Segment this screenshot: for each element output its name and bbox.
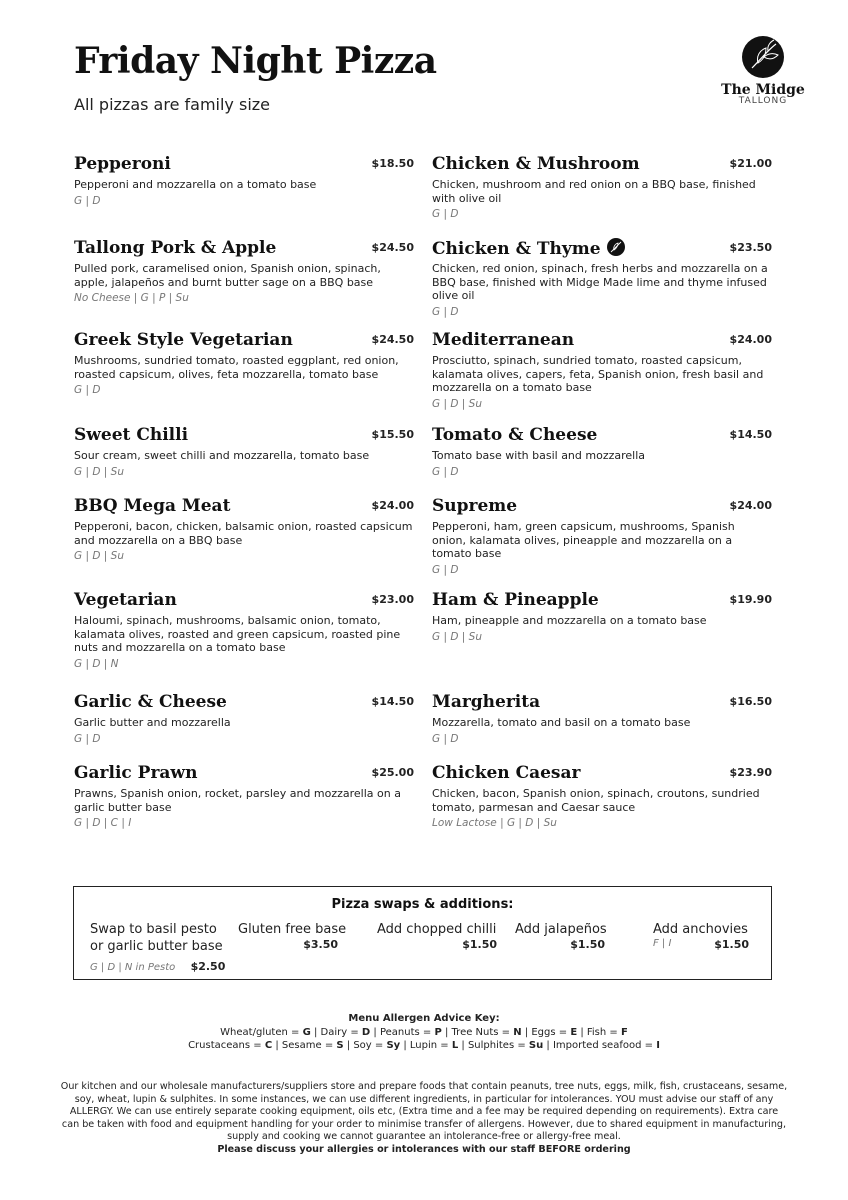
item-allergens: No Cheese | G | P | Su	[74, 292, 189, 304]
item-description: Pepperoni, bacon, chicken, balsamic onion, roasted capsicum and mozzarella on a BBQ base	[74, 520, 413, 547]
allergen-code: I	[656, 1040, 660, 1051]
item-description: Pepperoni, ham, green capsicum, mushrooms, Spanish onion, kalamata olives, pineapple and mozzarella on a tomato base	[432, 520, 735, 560]
disclaimer-emphasis: Please discuss your allergies or intolerances with our staff BEFORE ordering	[217, 1143, 631, 1155]
item-allergens: G | D	[74, 194, 101, 207]
item-description: Ham, pineapple and mozzarella on a tomato base	[432, 614, 707, 627]
menu-item	[432, 238, 772, 318]
item-description: Pepperoni and mozzarella on a tomato base	[74, 178, 317, 191]
menu-item	[432, 154, 772, 220]
menu-item	[432, 330, 772, 410]
swap-label: Add jalapeños	[515, 922, 607, 937]
swap-price: $2.50	[190, 960, 226, 973]
allergen-code: D	[361, 1026, 371, 1038]
item-price: $23.00	[371, 593, 414, 606]
item-allergens: G | D	[432, 208, 459, 220]
swap-item	[515, 921, 610, 951]
menu-item	[432, 425, 772, 478]
item-name: Ham & Pineapple	[432, 590, 599, 610]
allergen-code: Su	[528, 1040, 544, 1051]
item-price: $23.50	[729, 241, 772, 254]
item-allergens: G | D | Su	[432, 630, 482, 643]
item-price: $24.00	[729, 333, 772, 346]
item-price: $19.90	[729, 593, 772, 606]
item-name: BBQ Mega Meat	[74, 496, 231, 516]
item-allergens: G | D	[74, 384, 101, 396]
item-description: Mushrooms, sundried tomato, roasted eggplant, red onion, roasted capsicum, olives, feta mozzarella, tomato base	[74, 354, 399, 381]
item-name: Vegetarian	[74, 590, 177, 610]
swap-label: Gluten free base	[238, 922, 347, 937]
item-allergens: G | D | Su	[432, 397, 482, 410]
swap-price: $1.50	[462, 938, 497, 951]
swap-label: or garlic butter base	[90, 939, 223, 954]
menu-item	[432, 692, 772, 745]
allergen-code: G	[302, 1026, 311, 1038]
item-description: Mozzarella, tomato and basil on a tomato base	[432, 716, 691, 729]
allergen-code: F	[620, 1026, 628, 1038]
allergen-label: | Dairy =	[310, 1026, 362, 1038]
menu-item	[432, 590, 772, 643]
swap-price: $3.50	[303, 938, 338, 951]
item-name: Tomato & Cheese	[432, 425, 598, 445]
menu-item	[74, 496, 414, 562]
allergen-label: Crustaceans =	[188, 1040, 265, 1051]
swap-item	[90, 921, 240, 974]
menu-item	[74, 154, 414, 207]
item-price: $15.50	[371, 428, 414, 441]
swaps-title: Pizza swaps & additions:	[331, 897, 514, 912]
item-description: Chicken, mushroom and red onion on a BBQ base, finished with olive oil	[432, 178, 756, 205]
item-name: Sweet Chilli	[74, 425, 189, 445]
item-allergens: G | D | C | I	[74, 817, 132, 829]
allergen-label: | Imported seafood =	[543, 1040, 657, 1051]
item-price: $18.50	[371, 157, 414, 170]
item-name: Garlic Prawn	[74, 763, 198, 783]
item-description: Chicken, bacon, Spanish onion, spinach, croutons, sundried tomato, parmesan and Caesar sauce	[432, 787, 760, 814]
item-name: Greek Style Vegetarian	[74, 330, 293, 350]
menu-item	[74, 763, 414, 829]
allergen-label: | Soy =	[343, 1040, 387, 1051]
swap-allergens: G | D | N in Pesto	[90, 962, 176, 973]
item-description: Chicken, red onion, spinach, fresh herbs and mozzarella on a BBQ base, finished with Midge Made lime and thyme infused olive oil	[432, 262, 768, 302]
swap-label: Swap to basil pesto	[90, 922, 217, 937]
swap-label: Add anchovies	[653, 922, 748, 937]
allergen-code: C	[264, 1040, 273, 1051]
allergen-code: P	[434, 1026, 442, 1038]
allergen-label: | Eggs =	[521, 1026, 571, 1038]
item-description: Tomato base with basil and mozzarella	[432, 449, 646, 462]
item-price: $25.00	[371, 766, 414, 779]
menu-item	[74, 330, 414, 396]
page-title: Friday Night Pizza	[74, 40, 437, 82]
allergen-code: E	[570, 1026, 578, 1038]
item-allergens: G | D | Su	[74, 550, 124, 562]
item-price: $23.90	[729, 766, 772, 779]
item-allergens: G | D	[74, 732, 101, 745]
allergen-code: Sy	[386, 1040, 401, 1051]
menu-item	[432, 763, 772, 829]
allergy-disclaimer	[60, 1081, 788, 1157]
item-price: $24.50	[371, 333, 414, 346]
item-name: Chicken Caesar	[432, 763, 581, 783]
allergen-label: | Fish =	[577, 1026, 621, 1038]
item-name: Margherita	[432, 692, 541, 712]
allergen-key-line	[0, 1026, 848, 1040]
allergen-label: | Tree Nuts =	[441, 1026, 514, 1038]
swap-price: $1.50	[570, 938, 605, 951]
menu-item	[74, 238, 414, 304]
swap-item	[238, 921, 348, 951]
allergen-key-line	[0, 1039, 848, 1053]
item-price: $24.00	[371, 499, 414, 512]
item-price: $14.50	[729, 428, 772, 441]
menu-item	[432, 496, 772, 576]
item-allergens: Low Lactose | G | D | Su	[432, 817, 557, 829]
swap-label: Add chopped chilli	[377, 922, 497, 937]
item-allergens: G | D	[432, 563, 459, 576]
item-allergens: G | D	[432, 732, 459, 745]
item-allergens: G | D | Su	[74, 465, 124, 478]
item-price: $14.50	[371, 695, 414, 708]
allergen-code: S	[336, 1040, 344, 1051]
swap-item	[653, 921, 753, 952]
item-description: Haloumi, spinach, mushrooms, balsamic onion, tomato, kalamata olives, roasted and green capsicum, roasted pine nuts and mozzarella on a tomato base	[74, 614, 401, 654]
brand-name: The Midge	[721, 82, 805, 98]
item-allergens: G | D	[432, 465, 459, 478]
menu-item	[74, 590, 414, 670]
item-allergens: G | D	[432, 305, 459, 318]
item-price: $16.50	[729, 695, 772, 708]
item-description: Prawns, Spanish onion, rocket, parsley and mozzarella on a garlic butter base	[74, 787, 401, 814]
allergen-key-title: Menu Allergen Advice Key:	[348, 1013, 500, 1024]
swap-allergens: F | I	[653, 938, 672, 949]
disclaimer-text: Our kitchen and our wholesale manufacturers/suppliers store and prepare foods that contain peanuts, tree nuts, eggs, milk, fish, crustaceans, sesame, soy, wheat, lupin & sulphites. In some instances, we can use different ingredients, in particular for intolerances. YOU must advise our staff of any ALLERGY. We can use entirely separate cooking equipment, oils etc, (Extra time and a fee may be required depending on requirements). Extra care can be taken with food and equipment handling for your order to minimise transfer of allergens. However, due to shared equipment in manufacturing, supply and cooking we cannot guarantee an intolerance-free or allergy-free meal.	[60, 1081, 788, 1143]
allergen-label: | Peanuts =	[370, 1026, 435, 1038]
item-price: $21.00	[729, 157, 772, 170]
leaf-icon	[742, 36, 784, 78]
item-name: Pepperoni	[74, 154, 171, 174]
brand-logo	[710, 36, 816, 106]
item-name: Garlic & Cheese	[74, 692, 227, 712]
swaps-box	[73, 886, 772, 980]
item-price: $24.00	[729, 499, 772, 512]
allergen-label: | Sulphites =	[458, 1040, 529, 1051]
menu-item	[74, 425, 414, 478]
item-allergens: G | D | N	[74, 657, 119, 670]
item-description: Garlic butter and mozzarella	[74, 716, 231, 729]
swap-price: $1.50	[714, 938, 749, 951]
item-name: Mediterranean	[432, 330, 575, 350]
item-name	[432, 238, 625, 259]
allergen-label: | Sesame =	[272, 1040, 337, 1051]
allergen-code: N	[513, 1026, 522, 1038]
leaf-icon	[607, 238, 625, 256]
page-subtitle: All pizzas are family size	[74, 95, 270, 114]
item-price: $24.50	[371, 241, 414, 254]
menu-item	[74, 692, 414, 745]
item-name: Tallong Pork & Apple	[74, 238, 277, 258]
item-name-text: Chicken & Thyme	[432, 239, 601, 259]
item-name: Chicken & Mushroom	[432, 154, 640, 174]
allergen-label: Wheat/gluten =	[220, 1026, 303, 1038]
allergen-code: L	[451, 1040, 459, 1051]
swap-item	[377, 921, 502, 951]
brand-location: TALLONG	[738, 96, 788, 106]
item-description: Prosciutto, spinach, sundried tomato, roasted capsicum, kalamata olives, capers, feta, Spanish onion, fresh basil and mozzarella on a tomato base	[432, 354, 764, 394]
allergen-label: | Lupin =	[400, 1040, 452, 1051]
allergen-key	[0, 1012, 848, 1053]
item-description: Sour cream, sweet chilli and mozzarella, tomato base	[74, 449, 370, 462]
item-description: Pulled pork, caramelised onion, Spanish onion, spinach, apple, jalapeños and burnt butter sage on a BBQ base	[74, 262, 381, 289]
item-name: Supreme	[432, 496, 518, 516]
